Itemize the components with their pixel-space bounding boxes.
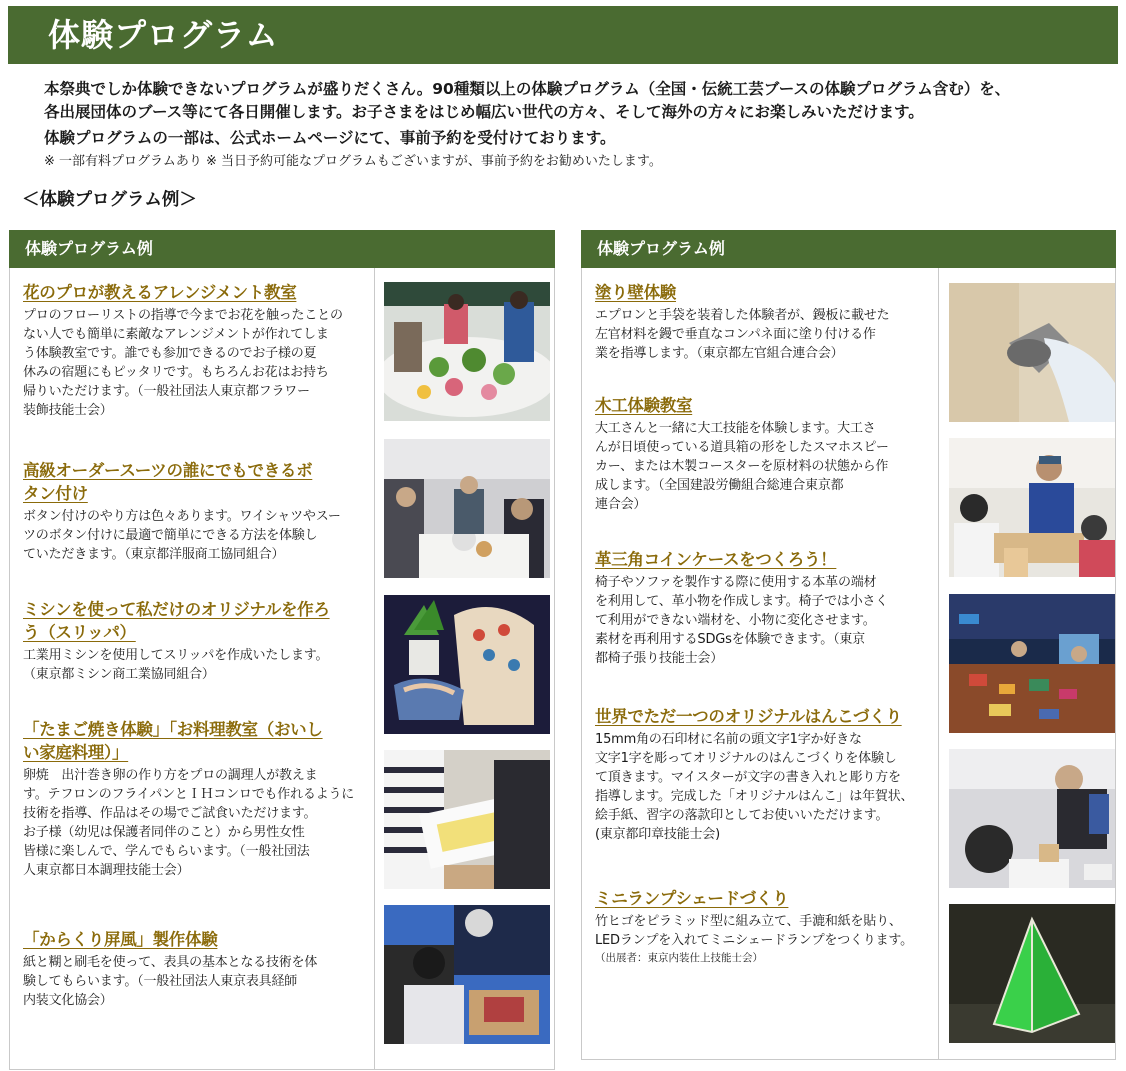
- program-description: [23, 306, 363, 420]
- description-line: 装飾技能士会）: [23, 403, 113, 418]
- photo-tamagoyaki: [384, 750, 550, 889]
- description-line: 紙と糊と刷毛を使って、表具の基本となる技術を体: [23, 955, 318, 970]
- photo-karakuri-byobu: [384, 905, 550, 1044]
- photo-slippers: [384, 595, 550, 734]
- description-line: 内装文化協会）: [23, 993, 113, 1008]
- description-line: を利用して、革小物を作成します。椅子では小さく: [595, 594, 889, 609]
- program-description: [595, 730, 935, 844]
- intro-line-3: 体験プログラムの一部は、公式ホームページにて、事前予約を受付けております。: [44, 129, 616, 147]
- program-item-leather-coin-case: [595, 548, 935, 668]
- photo-flower-arrangement: [384, 282, 550, 421]
- program-item-suit-button: [23, 459, 363, 564]
- program-title-line: 「たまご焼き体験」「お料理教室（おいし: [23, 720, 323, 739]
- photo-lamp-shade: [949, 904, 1115, 1043]
- photo-suit-button: [384, 439, 550, 578]
- program-item-lamp-shade: [595, 887, 935, 966]
- program-item-folding-screen: [23, 928, 363, 1010]
- program-item-cooking: [23, 718, 363, 880]
- description-line: 業を指導します。（東京都左官組合連合会）: [595, 346, 844, 361]
- description-line: ない人でも簡単に素敵なアレンジメントが作れてしま: [23, 327, 329, 342]
- description-line: 文字1字を彫ってオリジナルのはんこづくりを体験し: [595, 751, 897, 766]
- program-title: [23, 281, 363, 304]
- program-description: [23, 953, 363, 1010]
- program-title-line: 高級オーダースーツの誰にでもできるボ: [23, 461, 313, 480]
- description-line: て利用ができない端材を、小物に変化させます。: [595, 613, 876, 628]
- description-line: 15mm角の石印材に名前の頭文字1字か好きな: [595, 732, 862, 747]
- photo-hanko: [949, 749, 1115, 888]
- intro-text: [44, 78, 1114, 172]
- program-title-line: タン付け: [23, 484, 88, 503]
- description-line: 帰りいただけます。（一般社団法人東京都フラワー: [23, 384, 310, 399]
- left-column-divider: [374, 268, 375, 1069]
- program-title-line: 「からくり屏風」製作体験: [23, 930, 218, 949]
- description-line: プロのフローリストの指導で今までお花を触ったことの: [23, 308, 343, 323]
- right-column-divider: [938, 268, 939, 1059]
- right-program-panel: [581, 230, 1116, 1060]
- description-line: 休みの宿題にもピッタリです。もちろんお花はお持ち: [23, 365, 329, 380]
- description-line: 成します。（全国建設労働組合総連合東京都: [595, 478, 844, 493]
- program-title: [595, 548, 935, 571]
- left-panel-heading: 体験プログラム例: [25, 239, 153, 258]
- program-description: [595, 306, 935, 363]
- photo-leather-coin-case: [949, 594, 1115, 733]
- description-line: 連合会）: [595, 497, 647, 512]
- description-line: 左官材料を鏝で垂直なコンパネ面に塗り付ける作: [595, 327, 876, 342]
- description-line: んが日頃使っている道具箱の形をしたスマホスピー: [595, 440, 889, 455]
- description-line: 験してもらいます。（一般社団法人東京表具経師: [23, 974, 298, 989]
- header-banner: [8, 6, 1118, 64]
- description-line: ツのボタン付けに最適で簡単にできる方法を体験し: [23, 528, 318, 543]
- description-line: 絵手紙、習字の落款印としてお使いいただけます。: [595, 808, 889, 823]
- description-line: 皆様に楽しんで、学んでもらいます。（一般社団法: [23, 844, 310, 859]
- program-title-line: ミニランプシェードづくり: [595, 889, 789, 908]
- exhibitor-note: （出展者：東京内装仕上技能士会）: [595, 952, 763, 964]
- description-line: 椅子やソファを製作する際に使用する本革の端材: [595, 575, 877, 590]
- program-title-line: 花のプロが教えるアレンジメント教室: [23, 283, 297, 302]
- left-program-panel: [9, 230, 555, 1070]
- description-line: う体験教室です。誰でも参加できるのでお子様の夏: [23, 346, 317, 361]
- program-description: [23, 646, 363, 684]
- program-title: [23, 928, 363, 951]
- program-item-flower-arrangement: [23, 281, 363, 420]
- program-title-line: 木工体験教室: [595, 396, 693, 415]
- description-line: LEDランプを入れてミニシェードランプをつくります。: [595, 933, 913, 948]
- program-item-woodwork: [595, 394, 935, 514]
- program-description: [23, 507, 363, 564]
- description-line: 卵焼 出汁巻き卵の作り方をプロの調理人が教えま: [23, 768, 318, 783]
- program-item-hanko: [595, 705, 935, 844]
- program-description: [595, 419, 935, 514]
- program-title-line: い家庭料理）」: [23, 743, 129, 762]
- program-title-line: 革三角コインケースをつくろう！: [595, 550, 837, 569]
- right-panel-heading-bar: [581, 230, 1116, 268]
- description-line: （東京都ミシン商工業協同組合）: [23, 667, 215, 682]
- program-title-line: う（スリッパ）: [23, 623, 136, 642]
- description-line: 都椅子張り技能士会）: [595, 651, 724, 666]
- program-description: [23, 766, 363, 880]
- program-title-line: 世界でただ一つのオリジナルはんこづくり: [595, 707, 902, 726]
- program-description: [595, 912, 935, 950]
- program-title: [23, 718, 363, 764]
- description-line: お子様（幼児は保護者同伴のこと）から男性女性: [23, 825, 305, 840]
- description-line: 竹ヒゴをピラミッド型に組み立て、手漉和紙を貼り、: [595, 914, 902, 929]
- description-line: 指導します。完成した「オリジナルはんこ」は年賀状、: [595, 789, 914, 804]
- description-line: エプロンと手袋を装着した体験者が、鏝板に載せた: [595, 308, 890, 323]
- program-title: [595, 394, 935, 417]
- intro-note: ※ 一部有料プログラムあり ※ 当日予約可能なプログラムもございますが、事前予約をお勧めいたします。: [44, 154, 662, 169]
- program-title: [23, 459, 363, 505]
- program-title: [23, 598, 363, 644]
- page-title: 体験プログラム: [48, 16, 279, 54]
- program-title: [595, 281, 935, 304]
- description-line: す。テフロンのフライパンとＩＨコンロでも作れるように: [23, 787, 355, 802]
- photo-plaster-wall: [949, 283, 1115, 422]
- photo-woodwork: [949, 438, 1115, 577]
- description-line: ボタン付けのやり方は色々あります。ワイシャツやスー: [23, 509, 341, 524]
- description-line: 人東京都日本調理技能士会）: [23, 863, 190, 878]
- program-title-line: 塗り壁体験: [595, 283, 677, 302]
- program-title: [595, 887, 935, 910]
- description-line: 技術を指導、作品はその場でご試食いただけます。: [23, 806, 317, 821]
- intro-line-1: 本祭典でしか体験できないプログラムが盛りだくさん。90種類以上の体験プログラム（全国・伝統工芸ブースの体験プログラム含む）を、: [44, 80, 1011, 98]
- section-label: ＜体験プログラム例＞: [22, 190, 197, 210]
- program-title-line: ミシンを使って私だけのオリジナルを作ろ: [23, 600, 330, 619]
- description-line: 工業用ミシンを使用してスリッパを作成いたします。: [23, 648, 329, 663]
- description-line: (東京都印章技能士会): [595, 827, 720, 842]
- program-item-plaster-wall: [595, 281, 935, 363]
- right-panel-heading: 体験プログラム例: [597, 239, 725, 258]
- intro-line-2: 各出展団体のブース等にて各日開催します。お子さまをはじめ幅広い世代の方々、そして海外の方々にお楽しみいただけます。: [44, 103, 924, 121]
- left-panel-heading-bar: [9, 230, 555, 268]
- program-item-sewing-slipper: [23, 598, 363, 684]
- program-title: [595, 705, 935, 728]
- description-line: カー、または木製コースターを原材料の状態から作: [595, 459, 889, 474]
- description-line: て頂きます。マイスターが文字の書き入れと彫り方を: [595, 770, 901, 785]
- description-line: 素材を再利用するSDGsを体験できます。（東京: [595, 632, 865, 647]
- program-description: [595, 573, 935, 668]
- description-line: 大工さんと一緒に大工技能を体験します。大工さ: [595, 421, 876, 436]
- description-line: ていただきます。（東京都洋服商工協同組合）: [23, 547, 285, 562]
